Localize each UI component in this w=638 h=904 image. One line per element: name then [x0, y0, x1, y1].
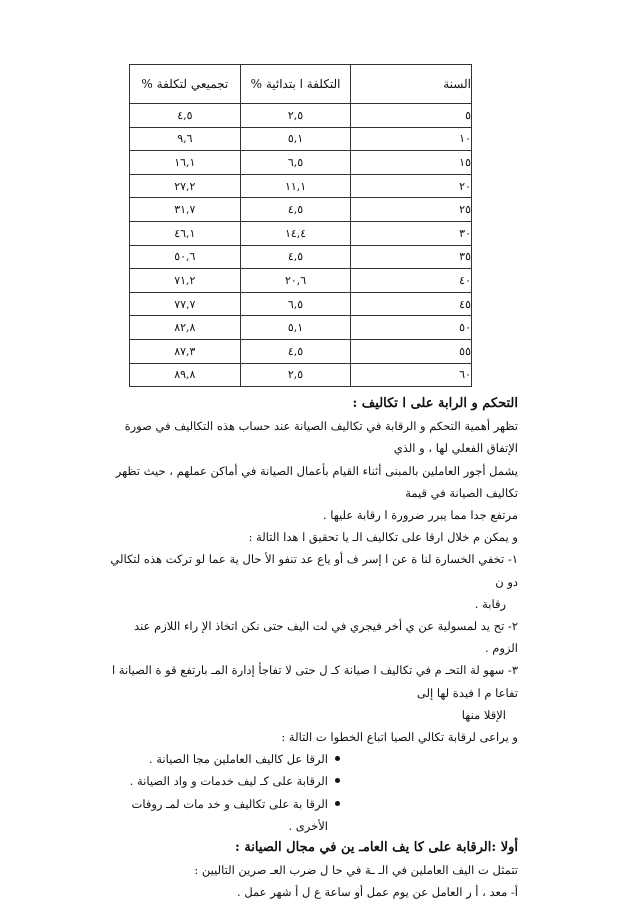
cell-initial-cost: ١٤,٤ — [240, 221, 351, 245]
cell-initial-cost: ٢,٥ — [240, 104, 351, 128]
labor-intro: تتمثل ت اليف العاملين في الـ ـة في حا ل ضرب العـ صرين التاليين : — [194, 863, 518, 878]
table-row — [130, 245, 472, 269]
table-row — [130, 316, 472, 340]
bullet-dot-icon — [335, 801, 340, 806]
table-header-row — [130, 65, 472, 104]
cell-year: ١٠ — [351, 127, 472, 151]
cell-cumulative-cost: ٩,٦ — [130, 127, 241, 151]
objective-item-continuation: رقابة . — [474, 596, 506, 611]
cell-cumulative-cost: ٧٧,٧ — [130, 292, 241, 316]
cell-year: ٣٥ — [351, 245, 472, 269]
list-item — [108, 793, 518, 837]
cell-year: ٤٠ — [351, 269, 472, 293]
header-initial-cost: التكلفة ا بتدائية % — [240, 65, 351, 104]
header-year: السنة — [351, 65, 472, 104]
table-row — [130, 363, 472, 387]
list-item — [108, 770, 518, 792]
cell-year: ٥ — [351, 104, 472, 128]
list-item-text: الرقابة على كـ ليف خدمات و واد الصيانة . — [129, 774, 328, 789]
cell-year: ٢٠ — [351, 174, 472, 198]
cell-initial-cost: ٦,٥ — [240, 292, 351, 316]
table-body — [130, 104, 472, 387]
table-row — [130, 151, 472, 175]
list-item-text: الرقا بة على تكاليف و خد مات لمـ روفات الأخرى . — [131, 796, 328, 833]
cell-initial-cost: ٤,٥ — [240, 245, 351, 269]
paragraph-line: مرتفع جدا مما يبرر ضرورة ا رقابة عليها . — [322, 508, 518, 523]
cell-initial-cost: ٦,٥ — [240, 151, 351, 175]
cell-initial-cost: ٤,٥ — [240, 198, 351, 222]
section-heading-control: التحكم و الرابة على ا تكاليف : — [352, 396, 518, 411]
bullet-dot-icon — [335, 756, 340, 761]
objectives-intro: و يمكن م خلال ارقا على تكاليف الـ يا تحقيق ا هدا التالة : — [248, 530, 518, 545]
cell-cumulative-cost: ٨٧,٣ — [130, 339, 241, 363]
considerations-intro: و يراعى لرقابة تكالي الصيا اتباع الخطوا ت التالة : — [281, 730, 518, 745]
cell-year: ٤٥ — [351, 292, 472, 316]
paragraph-line: تظهر أهمية التحكم و الرقابة في تكاليف الصيانة عند حساب هذه التكاليف في صورة الإتفاق الفعلي لها ، و الذي — [124, 419, 518, 456]
cell-year: ٥٥ — [351, 339, 472, 363]
cell-cumulative-cost: ٣١,٧ — [130, 198, 241, 222]
cell-cumulative-cost: ٤٦,١ — [130, 221, 241, 245]
table-row — [130, 269, 472, 293]
table-row — [130, 174, 472, 198]
table-row — [130, 104, 472, 128]
table-row — [130, 221, 472, 245]
cell-cumulative-cost: ٥٠,٦ — [130, 245, 241, 269]
cell-cumulative-cost: ١٦,١ — [130, 151, 241, 175]
cell-initial-cost: ٤,٥ — [240, 339, 351, 363]
list-item — [108, 748, 518, 770]
cell-year: ٢٥ — [351, 198, 472, 222]
table-row — [130, 339, 472, 363]
cell-cumulative-cost: ٢٧,٢ — [130, 174, 241, 198]
bullet-dot-icon — [335, 778, 340, 783]
cell-cumulative-cost: ٨٢,٨ — [130, 316, 241, 340]
objective-item: ٢- تح يد لمسولية عن ي أخر فيجري في لت اليف حتى نكن اتخاذ الإ راء اللازم عند الزوم . — [134, 619, 518, 656]
cell-year: ٥٠ — [351, 316, 472, 340]
labor-item-a: أ- معد ، أ ر العامل عن يوم عمل أو ساعة ع ل أ شهر عمل . — [237, 885, 518, 900]
cell-initial-cost: ٢٠,٦ — [240, 269, 351, 293]
cell-initial-cost: ٢,٥ — [240, 363, 351, 387]
considerations-list — [108, 748, 518, 837]
cell-year: ١٥ — [351, 151, 472, 175]
cell-year: ٦٠ — [351, 363, 472, 387]
objective-item-continuation: الإقلا منها — [461, 707, 506, 722]
table-row — [130, 127, 472, 151]
cell-initial-cost: ١١,١ — [240, 174, 351, 198]
paragraph-line: يشمل أجور العاملين بالمبنى أثناء القيام بأعمال الصيانة في أماكن عملهم ، حيث تظهر تكاليف الصيانة في قيمة — [115, 463, 518, 500]
objective-item: ٣- سهو لة التحـ م في تكاليف ا صيانة كـ ل حتى لا تفاجأ إدارة المـ بارتفع قو ة الصيانة ا تفاعا م ا فيدة لها إلى — [111, 663, 518, 700]
table-row — [130, 292, 472, 316]
section-heading-labor: أولا :الرقابة على كا يف العامـ ين في مجال الصيانة : — [234, 840, 518, 856]
cell-cumulative-cost: ٧١,٢ — [130, 269, 241, 293]
list-item-text: الرقا عل كاليف العاملين مجا الصيانة . — [148, 752, 328, 767]
cell-cumulative-cost: ٨٩,٨ — [130, 363, 241, 387]
cell-cumulative-cost: ٤,٥ — [130, 104, 241, 128]
objective-item: ١- تخفي الخسارة لنا ة عن ا إسر ف أو ياع عد تنفو الأ حال ية عما لو تركت هذه لتكالي دو ن — [110, 552, 518, 589]
section-control — [108, 393, 518, 904]
header-cumulative-cost: تجميعي لتكلفة % — [130, 65, 241, 104]
cost-table — [129, 64, 472, 387]
table-row — [130, 198, 472, 222]
cell-initial-cost: ٥,١ — [240, 316, 351, 340]
cell-year: ٣٠ — [351, 221, 472, 245]
cell-initial-cost: ٥,١ — [240, 127, 351, 151]
